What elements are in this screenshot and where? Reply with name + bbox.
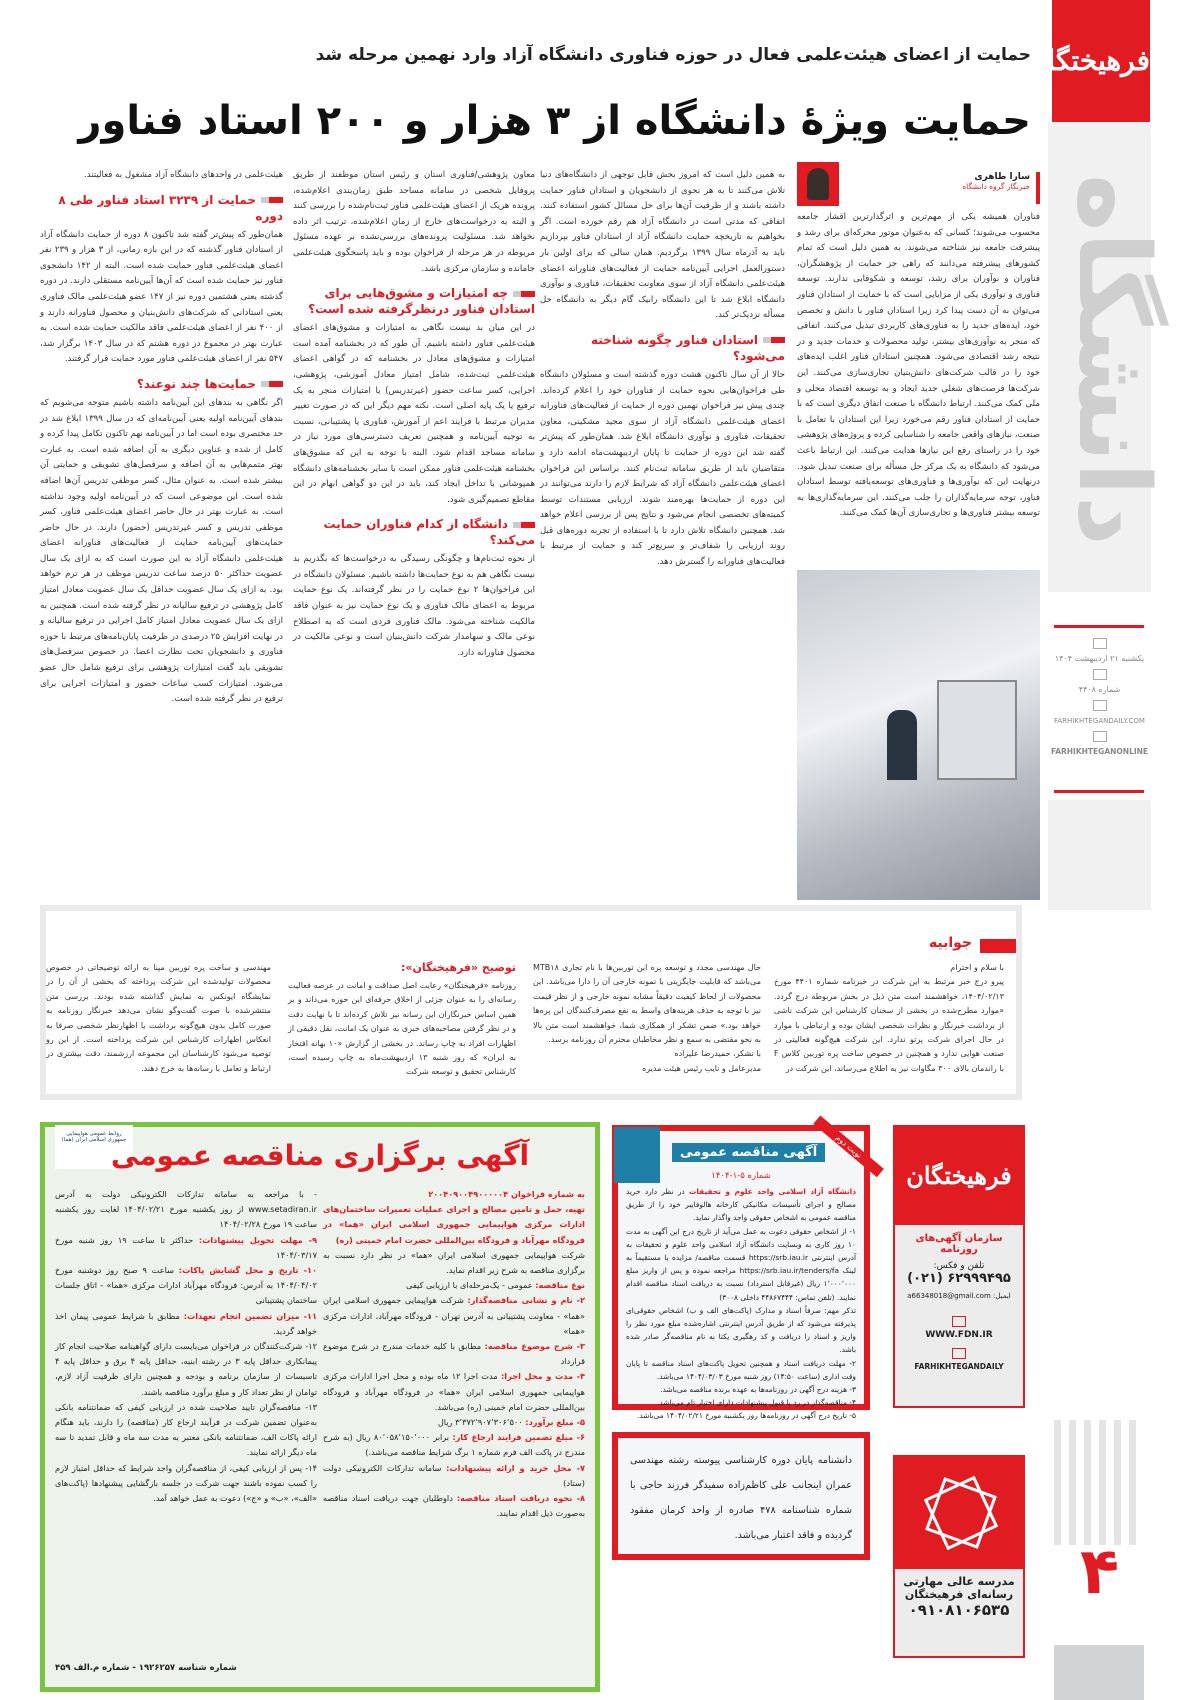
article-headline: حمایت ویژهٔ دانشگاه از ۳ هزار و ۲۰۰ استاد فناور xyxy=(78,98,1031,144)
clause-text: ساعت ۹ صبح روز دوشنبه مورخ ۱۴۰۴/۰۴/۰۲ به آدرس: فرودگاه مهرآباد ادارات مرکزی «هما» - اتاق جلسات ساختمان پشتیبانی xyxy=(55,1265,317,1306)
school-name: مدرسه عالی مهارتی xyxy=(903,1575,1015,1588)
qr-icon xyxy=(1093,731,1107,742)
clause-label: ۸- نحوه دریافت اسناد مناقصه: xyxy=(456,1493,586,1504)
tender-clause xyxy=(55,1461,317,1507)
clause-text: ۱۴- پس از ارزیابی کیفی، از مناقصه‌گران واجد شرایط که حداقل امتیاز لازم را کسب نموده باشند جهت شرکت در جلسه بازگشایی پیشنهادها (پاکت‌های «الف»، «ب» و «ج») دعوت به عمل خواهد آمد. xyxy=(55,1462,317,1504)
subheading: دانشگاه از کدام فناوران حمایت می‌کند؟ xyxy=(293,516,535,548)
tender-clause xyxy=(55,1339,317,1400)
web-icon xyxy=(952,1316,966,1327)
clause-text: شرکت هواپیمایی جمهوری اسلامی ایران «هما» - معاونت پشتیبانی به آدرس تهران - فرودگاه مهرآباد، ادارات مرکزی «هما» xyxy=(323,1295,585,1336)
subheading: حمایت‌ها چند نوعند؟ xyxy=(40,376,283,392)
clause-text: مطابق با کلیه خدمات مندرج در شرح موضوع قرارداد xyxy=(323,1341,585,1367)
issue-info xyxy=(1048,635,1151,759)
newspaper-logo: فرهیختگان xyxy=(1052,0,1150,122)
org-name: دانشگاه آزاد اسلامی واحد علوم و تحقیقات xyxy=(688,1187,857,1196)
tender-clause xyxy=(55,1233,317,1263)
tender-clause xyxy=(323,1339,585,1369)
clause-label: نوع مناقصه: xyxy=(535,1280,585,1291)
clause-text: ۱۲- شرکت‌کنندگان در فراخوان می‌بایست دارای گواهینامه صلاحیت انجام کار پیمانکاری حداقل پایه ۳ در رشته ابنیه، حداقل پایه ۴ برق و حداقل پایه ۴ تاسیسات از سازمان برنامه و بودجه و همچنین دارای ظرفیت آزاد لازم، توامان از نظر تعداد کار و مبلغ برآورد مناقصه باشند. xyxy=(55,1341,318,1397)
clause-text: ۳٬۳۷۲٬۹۰۷٬۳۰۶٬۵۰۰ ریال xyxy=(437,1417,523,1428)
clause-label: ۴- مدت و محل اجرا: xyxy=(501,1371,585,1382)
body-text: از نحوه ثبت‌نام‌ها و چگونگی رسیدگی به درخواست‌ها که بگذریم بد نیست نگاهی هم به نوع حمایت‌ها داشته باشیم. مسئولان دانشگاه در این فراخوان‌ها ۲ نوع حمایت را در نظر گرفته‌اند. یک نوع حمایت مربوط به اعضای مالک فناوری و یک نوع حمایت نیز به عنوان فاقد مالکیت شناخته می‌شود. مالک فناوری فردی است که به اصطلاح نوعی مالک و سهامدار شرکت دانش‌بنیان است و نوعی مالکیت در محصول فناورانه دارد. xyxy=(293,554,535,658)
tender-clause xyxy=(55,1187,317,1233)
ribbon: نوبت دوم xyxy=(813,1115,884,1177)
article-column-3 xyxy=(293,168,535,890)
tender-clause xyxy=(323,1415,585,1430)
tender-clause xyxy=(55,1400,317,1461)
school-phone: ۰۹۱۰۸۱۰۶۵۳۵ xyxy=(908,1601,1010,1619)
social-handle: FARHIKHTEGANDAILY xyxy=(914,1362,1004,1371)
subheading: استادان فناور چگونه شناخته می‌شود؟ xyxy=(540,332,785,364)
school-ad xyxy=(893,1455,1025,1658)
tender-clause xyxy=(323,1293,585,1339)
website[interactable]: FARHIKHTEGANDAILY.COM xyxy=(1054,717,1145,725)
issue-number: شماره ۴۴۰۸ xyxy=(1078,685,1121,694)
clarification-text-2: مهندسی و ساخت پره توربین مپنا به ارائه توضیحاتی در خصوص محصولات تولیدشده این شرکت پرداخته که بخشی از آن را در نمایشگاه ایونکس به نمایش گذاشته شده بودند. بررسی متن منتشرشده با صوت گفت‌وگو نشان می‌دهد خبرنگار روزنامه به صورت کامل بدون هیچ‌گونه برداشت یا اظهارنظر شخصی صرفا به انعکاس اظهارات کارشناس این شرکت پرداخته است. از این رو توصیه می‌شود کارشناسان این مجموعه ارزشمند، دقت بیشتری در ارتباط و تعامل با رسانه‌ها به خرج دهند. xyxy=(46,963,271,1073)
clause-label: ۶- مبلغ تضمین فرایند ارجاع کار: xyxy=(452,1432,585,1443)
page-number: ۴ xyxy=(1079,1535,1120,1609)
tender-number: شماره ۵-۱-۱۴۰۴ xyxy=(711,1171,771,1181)
clause-text: مدت اجرا ۱۲ ماه بوده و محل اجرا ادارات مرکزی هواپیمایی جمهوری اسلامی ایران «هما» در فرودگاه مهرآباد و فرودگاه بین‌المللی حضرت امام خمینی (ره) می‌باشد. xyxy=(323,1371,585,1412)
number-icon xyxy=(1093,669,1107,680)
body-text: همان‌طور که پیش‌تر گفته شد تاکنون ۸ دوره از حمایت دانشگاه آزاد از استادان فناور گذشته که در این بازه زمانی، از ۳ هزار و ۲۳۹ نفر اعضای هیئت‌علمی فناور حمایت شده است. البته از ۱۴۲ دانشجوی فناور نیز حمایت شده است که آن‌ها آیین‌نامه مستقلی دارند. در دوره گذشته یعنی هشتمین دوره نیز از ۱۴۷ عضو هیئت‌علمی مالک فناوری یعنی استادانی که شرکت‌های دانش‌بنیان و محصول فناورانه دارند و از ۴۰۰ نفر از اعضای هیئت‌علمی فاقد مالکیت حمایت شده است. به عبارت بهتر در مجموع در دوره هشتم که در سال ۱۴۰۳ برگزار شد، ۵۴۷ نفر از اعضای هیئت‌علمی فناور مورد حمایت قرار گرفتند. xyxy=(40,229,284,365)
homa-logo: روابط عمومی هواپیمایی جمهوری اسلامی ایران (هما) xyxy=(55,1125,133,1169)
phone-label: تلفن و فکس: xyxy=(933,1261,985,1271)
tender-title: آگهی مناقصه عمومی xyxy=(672,1143,825,1162)
tender-clause xyxy=(55,1309,317,1339)
article-photo xyxy=(797,570,1040,900)
clause-label: ۵- مبلغ برآورد: xyxy=(525,1417,585,1428)
intro-text: فناوران همیشه یکی از مهم‌ترین و اثرگذارترین اقشار جامعه محسوب می‌شوند؛ کسانی که به‌عنوان موتور محرکه‌ای برای رشد و پیشرفت جامعه نیز شناخته می‌شوند. به همین دلیل است که تمام کشورهای پیشرفته می‌دانند که راهی جز حمایت از پژوهشگران، فناوران و نوآوران برای رشد، توسعه و شکوفایی ندارند. توسعه فناوری و نوآوری یکی از مزایایی است که با حمایت از استادان فناور می‌توان به آن دست پیدا کرد زیرا استادان فناور با دانش و تخصص خود، ایده‌های جدید را به فناوری‌های کاربردی تبدیل می‌کنند. اتفاقی که منجر به نوآوری‌های بیشتر، تولید محصولات و خدمات جدید و در نتیجه رشد اقتصادی می‌شود. همچنین استادان فناور اغلب ایده‌های خود را در قالب شرکت‌های دانش‌بنیان تجاری‌سازی می‌کنند. این شرکت‌ها فرصت‌های شغلی جدید ایجاد و به توسعه اقتصاد محلی و ملی کمک می‌کنند. ارتباط دانشگاه با صنعت اتفاق دیگری است که با حمایت از استادان فناور رقم می‌خورد زیرا این استادان با تعامل با صنعت، نیازهای واقعی جامعه را شناسایی کرده و پروژه‌های پژوهشی خود را در راستای رفع این نیازها هدایت می‌کنند. این ارتباط باعث می‌شود که دانشگاه به یک مرکز حل مسأله برای صنعت تبدیل شود. درنهایت این که نوآوری‌ها و فناوری‌های توسعه‌یافته توسط استادان فناور، توجه سرمایه‌گذاران را جلب می‌کنند. این سرمایه‌گذاری‌ها به توسعه بیشتر فناوری‌ها و تجاری‌سازی آن‌ها کمک می‌کنند. xyxy=(797,212,1040,519)
ad-office-title: سازمان آگهی‌های روزنامه xyxy=(915,1233,1003,1255)
tender-subject: تهیه، حمل و تامین مصالح و اجرای عملیات تعمیرات ساختمان‌های ادارات مرکزی هواپیمایی جمهوری اسلامی ایران «هما» در فرودگاه مهرآباد و فرودگاه بین‌المللی حضرت امام خمینی (ره) xyxy=(323,1204,585,1245)
tender-text: در نظر دارد خرید مصالح و اجرای تأسیسات مکانیکی کارخانه هالوفایبر خود را از طریق مناقصه عمومی به اشخاص حقوقی واجد واگذار نماید. ۱- از اشخاص حقوقی دعوت به عمل می‌آید از تاریخ درج این آگهی به مدت ۱۰ روز کاری به وبسایت دانشگاه آزاد اسلامی واحد علوم و تحقیقات به آدرس اینترنتی https://srb.iau.ir قسمت مناقصه/ مزایده یا مستقیماً به لینک https://srb.iau.ir/tenders/fa مراجعه نموده و پس از واریز مبلغ ۱٬۰۰۰٬۰۰۰ ریال (غیرقابل استرداد) نسبت به دریافت اسناد مناقصه اقدام نمایند. (تلفن تماس: ۴۴۸۶۷۴۴۴ داخلی ۳۰۰۸) تذکر مهم: صرفاً اسناد و مدارک (پاکت‌های الف و ب) اشخاص حقوقی‌ای پذیرفته می‌شود که از طریق آدرس اینترنتی اشاره‌شده مبلغ مورد نظر را واریز و اسناد را دریافت و کد رهگیری یکتا به نام مناقصه‌گر صادر شده باشد. ۲- مهلت دریافت اسناد و همچنین تحویل پاکت‌های اسناد مناقصه تا پایان وقت اداری (ساعت ۱۴:۵۰) روز شنبه مورخ ۱۴۰۴/۰۳/۰۳ می‌باشد. ۳- هزینه درج آگهی در روزنامه‌ها به عهده برنده مناقصه می‌باشد. ۴- مناقصه‌گذار در رد یا قبول پیشنهادات دارای اختیار تام می‌باشد. ۵- تاریخ درج آگهی در روزنامه‌ها روز یکشنبه مورخ ۱۴۰۴/۰۲/۲۱ می‌باشد. xyxy=(626,1187,857,1421)
school-logo xyxy=(895,1457,1023,1569)
phone-number: (۰۲۱) ۶۲۹۹۹۴۹۵ xyxy=(907,1271,1011,1286)
body-text: معاون پژوهشی/فناوری استان و رئیس استان موظفند از طریق پروفایل شخصی در سامانه مساجد طبق زمان‌بندی اعلام‌شده، پرونده هریک از اعضای هیئت‌علمی فناور ثبت‌نام‌شده را بررسی کنند و البته به درخواست‌های خارج از زمان اعلام‌شده، ترتیب اثر داده نخواهد شد. مسئولیت پرونده‌های بررسی‌نشده بر عهده مسئول مربوطه در هر مرحله از فراخوان بوده و باید پاسخگوی هیئت‌علمی جامانده و سازمان مرکزی باشد. xyxy=(293,170,535,274)
tender-clause xyxy=(323,1430,585,1460)
tender-clause xyxy=(55,1263,317,1309)
tender-clause xyxy=(323,1278,585,1293)
author-name: سارا طاهری xyxy=(974,172,1030,182)
clause-label: ۱۰- تاریخ و محل گشایش پاکات: xyxy=(178,1265,318,1276)
reply-text-2: حال مهندسی مجدد و توسعه پره این توربین‌ها با نام تجاری MTB۱۸ می‌باشد که قابلیت جایگزینی با نمونه خارجی آن را دارا می‌باشد. این محصولات از لحاظ کیفیت دقیقاً مشابه نمونه خارجی و از نظر قیمت نیز با توجه به حذف هزینه‌های واسط به نفع مصرف‌کنندگان این پره‌ها خواهد بود.» ضمن تشکر از همکاری شما، خواهشمند است متن بالا به نحو مقتضی به سمع و نظر مخاطبان محترم آن روزنامه برسد. با تشکر، حمیدرضا علیزاده مدیرعامل و نایب رئیس هیئت مدیره xyxy=(533,963,761,1073)
social-handle: FARHIKHTEGANONLINE xyxy=(1050,747,1149,756)
clause-text: داوطلبان جهت دریافت اسناد مناقصه به‌صورت ذیل اقدام نمایند. xyxy=(323,1493,585,1519)
reply-box xyxy=(40,905,1022,1100)
intro: شرکت هواپیمایی جمهوری اسلامی ایران «هما» در نظر دارد نسبت به برگزاری مناقصه به شرح زیر اقدام نماید. xyxy=(323,1249,585,1276)
body-text: اگر نگاهی به بندهای این آیین‌نامه داشته باشیم متوجه می‌شویم که بندهای آیین‌نامه اولیه یعنی آیین‌نامه‌ای که در سال ۱۳۹۹ ابلاغ شد در حد مختصری بوده است اما در آیین‌نامه نهم تاکنون تکامل پیدا کرده و کامل از شده و عناوین دیگری به آن اضافه شده است. به عبارت بهتر متمم‌هایی به آن اضافه و سرفصل‌های تشویقی و حمایتی آن بیشتر شده است. به عنوان مثال، کسر موظفی تدریس آن‌ها اضافه شده است. این موضوعی است که در آیین‌نامه اولیه وجود نداشته است. به عبارت بهتر در حال حاضر اعضای هیئت‌علمی فناور، کسر موظفی تدریس و کسر غیرتدریس (حضور) دارند. در حال حاضر حمایت‌های آیین‌نامه حمایت از فعالیت‌های فناورانه اعضای هیئت‌علمی دانشگاه آزاد به این صورت است که به ازای یک سال عضویت حداکثر ۵۰ درصد ساعت تدریس موظف در هر ترم خواهد بود. به ازای یک سال عضویت حداقل یک سال عضویت معادل امتیاز کامل پژوهشی در ترفیع سالیانه در نظر گرفته شده است. همچنین به ازای یک سال عضویت معادل امتیاز کامل اجرایی در ترفیع سالیانه و در نهایت افزایش ۲۵ درصدی در ظرفیت پایان‌نامه‌های مرتبط با حوزه فناوری و دانشجویان تحت نظارت اعضا. در خصوص سرفصل‌های تشویقی باید گفت امتیازات پژوهشی برای ترفیع شامل حال عضو می‌شود. امتیازات کسب ساعات حضور و امتیازات اجرایی برای ترفیع در نظر گرفته شده است. xyxy=(40,397,284,705)
clause-label: ۱۱- میزان تضمین انجام تعهدات: xyxy=(183,1310,318,1321)
subheading: حمایت از ۳۲۳۹ استاد فناور طی ۸ دوره xyxy=(40,192,283,224)
body-text: در این میان بد نیست نگاهی به امتیازات و مشوق‌های اعضای هیئت‌علمی فناور داشته باشیم. آن طور که در بخشنامه آمده است امتیازات و مشوق‌های معادل در بخشنامه که در گواهی اعضای هیئت‌علمی ثبت‌شده، شامل امتیاز معادل آموزشی، پژوهشی، اجرایی، کسر ساعت حضور (غیرتدریس) یا امتیازات منجر به یک ترفیع یا یک پایه اصلی است. نکته مهم دیگر این که در صورت تغییر مدیران مرتبط با فرایند اعم از آموزش، فناوری یا پشتیبانی، نسبت به توجیه آیین‌نامه و همچنین تعریف دسترسی‌های مورد نیاز در سامانه مساجد اقدام شود. البته با توجه به این که مشوق‌های بخشنامه هیئت‌علمی فناور ممکن است با سایر بخشنامه‌های دانشگاه همپوشانی یا تداخل ایجاد کند، باید در این دو گواهی ابهام در این مقاطع تصمیم‌گیری شود. xyxy=(293,323,535,505)
article-column-1 xyxy=(797,168,1040,900)
clause-label: ۲- نام و نشانی مناقصه‌گذار: xyxy=(467,1295,585,1306)
body-text: به همین دلیل است که امروز بخش قابل توجهی از دانشگاه‌های دنیا تلاش می‌کنند تا به هر نحوی از دانشجویان و استادان فناور حمایت داشته باشند و از ظرفیت آن‌ها برای حل مسائل کشور استفاده کنند. اتفاقی که مدتی است در دانشگاه آزاد هم رقم خورده است. اگر بخواهیم به تاریخچه حمایت دانشگاه آزاد از استادان فناور بپردازیم باید به آذرماه سال ۱۳۹۹ برگردیم. همان سالی که برای اولین بار دستورالعمل اجرایی آیین‌نامه حمایت از فعالیت‌های فناورانه اعضای هیئت‌علمی دانشگاه آزاد از سوی معاونت تحقیقات، فناوری و نوآوری دانشگاه ابلاغ شد تا این دانشگاه رابیک گام دیگر به دانشگاه حل مسأله نزدیک‌تر کند. xyxy=(540,170,785,321)
call-number: به شماره فراخوان ۲۰۰۴۰۹۰۰۴۹۰۰۰۰۰۴ xyxy=(428,1189,585,1199)
clarification-text: روزنامه «فرهیختگان» رعایت اصل صداقت و امانت در عرصه فعالیت رسانه‌ای را به عنوان جزئی از اخلاق حرفه‌ای این حوزه می‌داند و بر همین اساس خبرنگاران این رسانه نیز تلاش کرده‌اند تا با نهایت دقت و در نظر گرفتن مصاحبه‌های خبری به عنوان یک امانت، نقل دقیقی از اظهارات افراد به چاپ رساند. در بخشی از گزارش «۱۰ بهانه افتخار به ایران» که روز شنبه ۱۳ اردیبهشت‌ماه به چاپ رسیده است، کارشناس تحقیق و توسعه شرکت xyxy=(288,981,517,1077)
clause-text: حداکثر تا ساعت ۱۹ روز شنبه مورخ ۱۴۰۴/۰۳/۱۷ xyxy=(55,1234,317,1260)
body-text: هیئت‌علمی در واحدهای دانشگاه آزاد مشغول به فعالیتند. xyxy=(83,170,283,180)
ad-footer: شماره شناسه ۱۹۲۶۲۵۷ - شماره م.الف ۴۵۹ xyxy=(55,1663,237,1673)
reply-title: جوابیه xyxy=(928,935,972,951)
article-column-2 xyxy=(540,168,785,890)
article-column-4 xyxy=(40,168,283,890)
homa-tender-ad xyxy=(40,1122,600,1692)
clause-text: برابر ۸۰٬۰۵۸٬۱۵۰٬۰۰۰ ریال (به شرح مندرج در پاکت الف فرم شماره ۱ برگ شرایط مناقصه می‌باشد.) xyxy=(323,1432,585,1458)
author-photo xyxy=(797,162,839,206)
lost-document-notice: دانشنامه پایان دوره کارشناسی پیوسته رشته مهندسی عمران اینجانب علی کاظم‌زاده سفیدگر فرزند حاجی با شماره شناسنامه ۴۷۸ صادره از واحد کرمان مفقود گردیده و فاقد اعتبار می‌باشد. xyxy=(612,1432,870,1560)
web-icon xyxy=(1093,700,1107,711)
email[interactable]: ایمیل: a66348018@gmail.com xyxy=(907,1292,1011,1300)
article-kicker: حمایت از اعضای هیئت‌علمی فعال در حوزه فناوری دانشگاه آزاد وارد نهمین مرحله شد xyxy=(315,45,1031,65)
calendar-icon xyxy=(1093,638,1107,649)
house-ad-logo: فرهیختگان xyxy=(895,1127,1023,1225)
qr-icon xyxy=(952,1348,966,1359)
clause-text: سامانه تدارکات الکترونیکی دولت (ستاد) xyxy=(323,1462,585,1488)
decor-pattern xyxy=(1054,1420,1144,1545)
tender-ad xyxy=(612,1125,870,1421)
clause-label: ۳- شرح موضوع مناقصه: xyxy=(484,1341,585,1352)
clause-text: عمومی - یک‌مرحله‌ای با ارزیابی کیفی xyxy=(406,1280,533,1291)
body-text: حالا از آن سال تاکنون هشت دوره گذشته است و مسئولان دانشگاه طی فراخوان‌هایی نحوه حمایت از فناوران خود را اعلام کرده‌اند. چندی پیش نیز فراخوان نهمین دوره از حمایت از فعالیت‌های فناورانه اعضای هیئت‌علمی دانشگاه آزاد از سوی مجید مشکینی، معاون تحقیقات، فناوری و نوآوری دانشگاه ابلاغ شد. همان‌طور که پیش‌تر گفته شد این دوره از حمایت تا پایان اردیبهشت‌ماه ادامه دارد و متقاضیان باید از طریق سامانه ثبت‌نام کنند. براساس این فراخوان اعضای هیئت‌علمی دانشگاه آزاد که شرایط لازم را دارند می‌توانند در این دوره از حمایت‌ها بهره‌مند شوند. ارزیابی مستندات توسط کمیته‌های تخصصی انجام می‌شود و نتایج پس از بررسی اعلام خواهد شد. همچنین دانشگاه تلاش دارد تا با استفاده از تجربه دوره‌های قبل روند ارزیابی را شفاف‌تر و سریع‌تر کند و حمایت از مرتبط با فعالیت‌های فناورانه را گسترش دهد. xyxy=(540,369,785,568)
masthead-sidebar xyxy=(1026,0,1170,1700)
tender-clause xyxy=(323,1369,585,1415)
section-title: دانشگاه xyxy=(1056,173,1170,547)
clause-label: ۹- مهلت تحویل پیشنهادات: xyxy=(198,1234,317,1245)
school-name-2: رسانه‌ای فرهیختگان xyxy=(904,1588,1014,1601)
tender-clause xyxy=(323,1491,585,1521)
reply-text-1: با سلام و احترام پیرو درج خبر مرتبط به این شرکت در خبرنامه شماره ۴۴۰۱ مورخ ۱۴۰۴/۰۲/۱۳، خواهشمند است متن ذیل در بخش مربوطه درج گردد. «موارد مطرح‌شده در بخشی از سخنان کارشناس این شرکت ناشی از برداشت خبرنگار و نظرات شخصی ایشان بوده و ارتباطی با موارد در حال اجرای شرکت پرتو ندارد. این شرکت هیچ‌گونه فعالیتی در صنعت هوایی ندارد و همچنین در خصوص ساخت پره توربین کلاس F با راندمان بالای ۳۰۰ مگاوات نیز به اطلاع می‌رساند، این شرکت در xyxy=(774,963,1004,1073)
subheading: چه امتیازات و مشوق‌هایی برای استادان فناور درنظرگرفته شده است؟ xyxy=(293,285,535,317)
clause-text: ۱۳- مناقصه‌گران تایید صلاحیت شده در ارزیابی کیفی که ضمانتنامه بانکی به‌عنوان تضمین شرکت در فرآیند ارجاع کار (مناقصه) را دارند، باید هنگام ارائه پاکات الف، ضمانتنامه بانکی معتبر به مدت سه ماه و قابل تمدید تا سه ماه دیگر ارائه نمایند. xyxy=(55,1401,317,1458)
website-link[interactable]: WWW.FDN.IR xyxy=(925,1330,993,1340)
clause-text: مطابق با شرایط عمومی پیمان اخذ خواهد گردید. xyxy=(55,1310,317,1336)
issue-date: یکشنبه ۲۱ اردیبهشت ۱۴۰۴ xyxy=(1054,654,1145,663)
tender-clause xyxy=(323,1461,585,1491)
clause-label: ۷- محل خرید و ارائه پیشنهادات: xyxy=(446,1462,585,1473)
homa-title: آگهی برگزاری مناقصه عمومی xyxy=(110,1139,530,1172)
clause-text: - با مراجعه به سامانه تدارکات الکترونیکی دولت به آدرس www.setadiran.ir از روز یکشنبه مورخ ۱۴۰۴/۰۲/۲۱ لغایت روز یکشنبه ساعت ۱۹ مورخ ۱۴۰۴/۰۲/۲۸ xyxy=(55,1189,317,1230)
author-role: خبرنگار گروه دانشگاه xyxy=(962,182,1030,191)
house-ad xyxy=(893,1125,1025,1408)
clarification-title: توضیح «فرهیختگان»: xyxy=(400,961,516,974)
